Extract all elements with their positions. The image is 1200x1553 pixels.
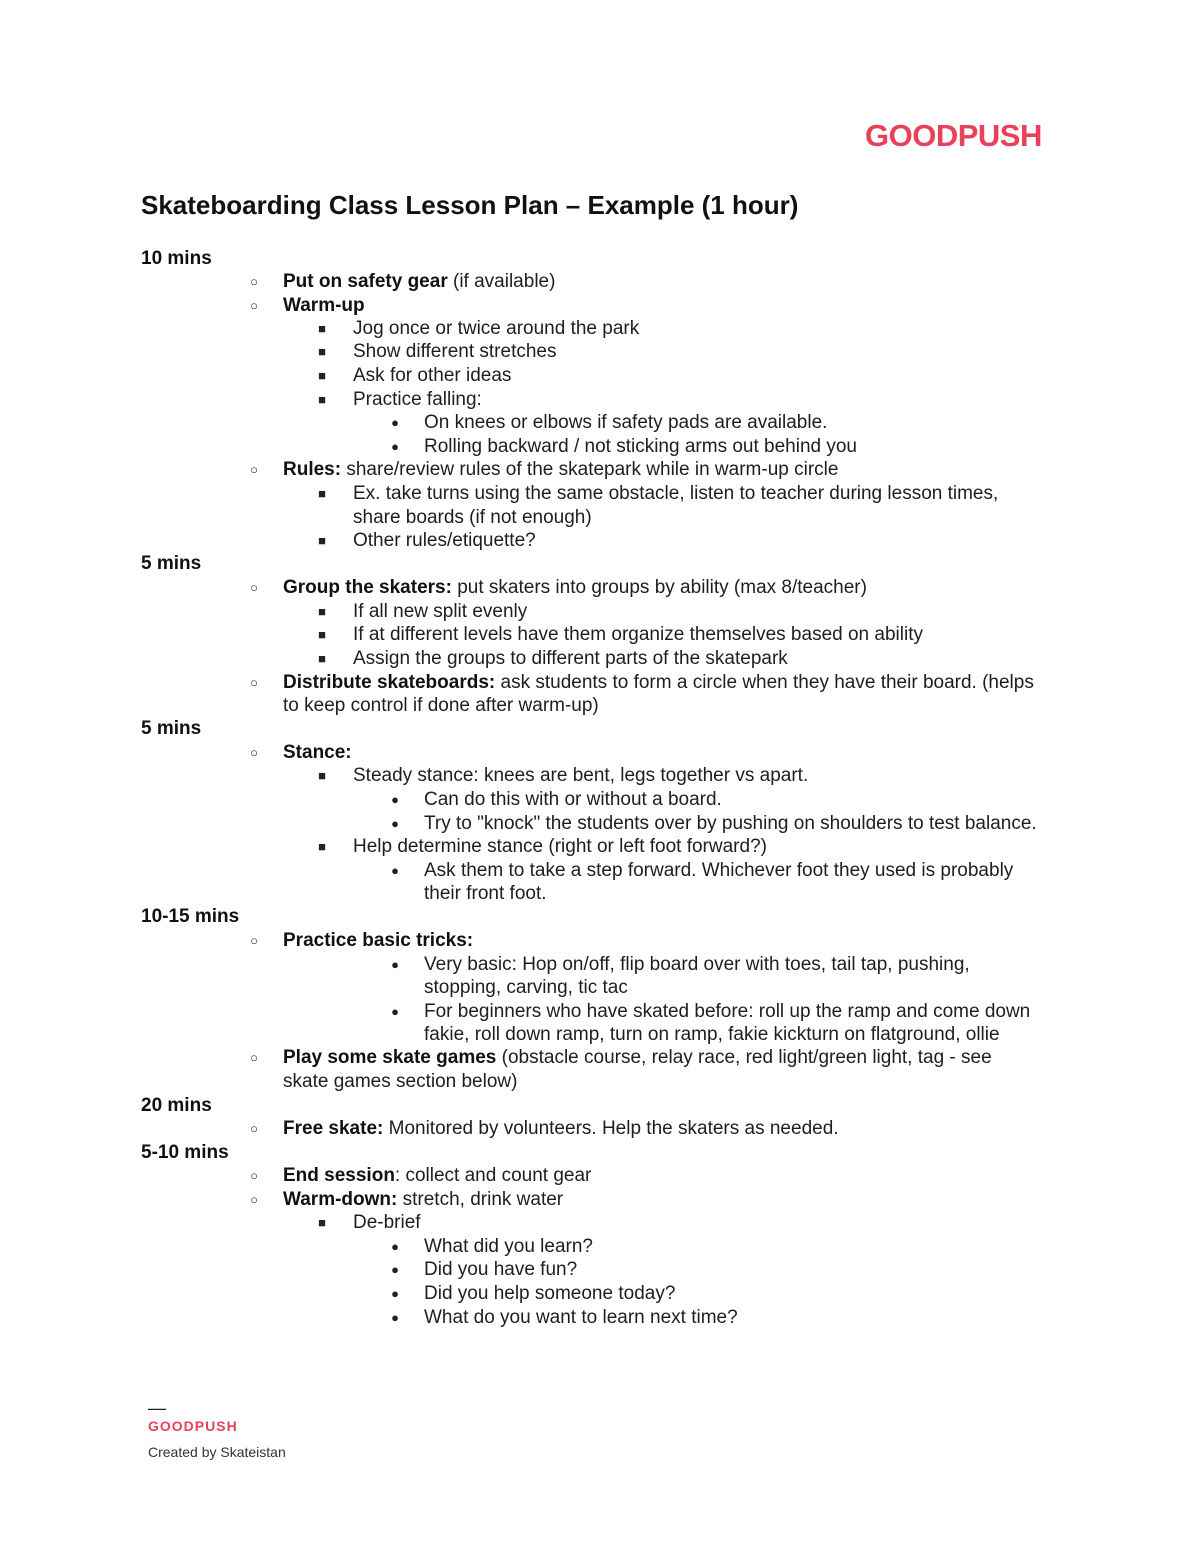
list-item: Can do this with or without a board. bbox=[424, 789, 722, 810]
footer-credit: Created by Skateistan bbox=[148, 1444, 286, 1460]
list-item: Try to "knock" the students over by pushing on shoulders to test balance. bbox=[424, 813, 1037, 834]
list-item: Stance: bbox=[283, 742, 352, 763]
list-item: Show different stretches bbox=[353, 341, 557, 362]
list-item: Rolling backward / not sticking arms out behind you bbox=[424, 436, 858, 457]
square-bullet-icon: ■ bbox=[318, 533, 326, 548]
time-label: 10-15 mins bbox=[141, 906, 240, 927]
circle-bullet-icon: ○ bbox=[250, 1121, 258, 1136]
list-item: Free skate: Monitored by volunteers. Help the skaters as needed. bbox=[283, 1118, 839, 1139]
dot-bullet-icon: ● bbox=[391, 1286, 399, 1301]
list-item: their front foot. bbox=[424, 883, 547, 904]
list-item: Steady stance: knees are bent, legs together vs apart. bbox=[353, 765, 809, 786]
list-item: Ask them to take a step forward. Whichever foot they used is probably bbox=[424, 860, 1014, 881]
square-bullet-icon: ■ bbox=[318, 486, 326, 501]
list-item: Jog once or twice around the park bbox=[353, 318, 640, 339]
list-item: Ask for other ideas bbox=[353, 365, 512, 386]
time-label: 5 mins bbox=[141, 718, 202, 739]
list-item: Help determine stance (right or left foot forward?) bbox=[353, 836, 767, 857]
list-item: Distribute skateboards: ask students to form a circle when they have their board. (helps bbox=[283, 672, 1034, 693]
list-item: What do you want to learn next time? bbox=[424, 1307, 738, 1328]
dot-bullet-icon: ● bbox=[391, 792, 399, 807]
square-bullet-icon: ■ bbox=[318, 839, 326, 854]
list-item: stopping, carving, tic tac bbox=[424, 977, 628, 998]
list-item: Other rules/etiquette? bbox=[353, 530, 536, 551]
circle-bullet-icon: ○ bbox=[250, 462, 258, 477]
list-item: Did you help someone today? bbox=[424, 1283, 676, 1304]
time-label: 5-10 mins bbox=[141, 1142, 229, 1163]
list-item: Play some skate games (obstacle course, relay race, red light/green light, tag - see bbox=[283, 1047, 992, 1068]
list-item: skate games section below) bbox=[283, 1071, 518, 1092]
dot-bullet-icon: ● bbox=[391, 1004, 399, 1019]
dot-bullet-icon: ● bbox=[391, 957, 399, 972]
circle-bullet-icon: ○ bbox=[250, 1192, 258, 1207]
square-bullet-icon: ■ bbox=[318, 651, 326, 666]
time-label: 20 mins bbox=[141, 1095, 212, 1116]
time-label: 5 mins bbox=[141, 553, 202, 574]
dot-bullet-icon: ● bbox=[391, 863, 399, 878]
list-item: Warm-up bbox=[283, 295, 365, 316]
list-item: End session: collect and count gear bbox=[283, 1165, 592, 1186]
list-item: For beginners who have skated before: roll up the ramp and come down bbox=[424, 1001, 1031, 1022]
dot-bullet-icon: ● bbox=[391, 415, 399, 430]
list-item: share boards (if not enough) bbox=[353, 507, 592, 528]
circle-bullet-icon: ○ bbox=[250, 933, 258, 948]
list-item: Ex. take turns using the same obstacle, listen to teacher during lesson times, bbox=[353, 483, 999, 504]
circle-bullet-icon: ○ bbox=[250, 675, 258, 690]
square-bullet-icon: ■ bbox=[318, 768, 326, 783]
list-item: Practice falling: bbox=[353, 389, 482, 410]
square-bullet-icon: ■ bbox=[318, 627, 326, 642]
list-item: Assign the groups to different parts of the skatepark bbox=[353, 648, 788, 669]
square-bullet-icon: ■ bbox=[318, 321, 326, 336]
footer-logo: GOODPUSH bbox=[148, 1418, 238, 1434]
list-item: Warm-down: stretch, drink water bbox=[283, 1189, 564, 1210]
dot-bullet-icon: ● bbox=[391, 1310, 399, 1325]
list-item: Very basic: Hop on/off, flip board over with toes, tail tap, pushing, bbox=[424, 954, 970, 975]
square-bullet-icon: ■ bbox=[318, 392, 326, 407]
dot-bullet-icon: ● bbox=[391, 439, 399, 454]
list-item: Group the skaters: put skaters into groups by ability (max 8/teacher) bbox=[283, 577, 867, 598]
footer-divider: — bbox=[148, 1398, 166, 1418]
list-item: De-brief bbox=[353, 1212, 421, 1233]
dot-bullet-icon: ● bbox=[391, 816, 399, 831]
list-item: fakie, roll down ramp, turn on ramp, fakie kickturn on flatground, ollie bbox=[424, 1024, 1000, 1045]
square-bullet-icon: ■ bbox=[318, 368, 326, 383]
circle-bullet-icon: ○ bbox=[250, 745, 258, 760]
list-item: If all new split evenly bbox=[353, 601, 528, 622]
square-bullet-icon: ■ bbox=[318, 604, 326, 619]
list-item: to keep control if done after warm-up) bbox=[283, 695, 599, 716]
list-item: Did you have fun? bbox=[424, 1259, 578, 1280]
goodpush-logo: GOODPUSH bbox=[865, 118, 1042, 153]
list-item: If at different levels have them organize themselves based on ability bbox=[353, 624, 923, 645]
list-item: On knees or elbows if safety pads are available. bbox=[424, 412, 828, 433]
circle-bullet-icon: ○ bbox=[250, 1050, 258, 1065]
page-title: Skateboarding Class Lesson Plan – Example (1 hour) bbox=[141, 190, 799, 220]
list-item: Rules: share/review rules of the skatepark while in warm-up circle bbox=[283, 459, 839, 480]
circle-bullet-icon: ○ bbox=[250, 274, 258, 289]
circle-bullet-icon: ○ bbox=[250, 1168, 258, 1183]
list-item: Practice basic tricks: bbox=[283, 930, 474, 951]
circle-bullet-icon: ○ bbox=[250, 580, 258, 595]
list-item: What did you learn? bbox=[424, 1236, 593, 1257]
dot-bullet-icon: ● bbox=[391, 1239, 399, 1254]
circle-bullet-icon: ○ bbox=[250, 298, 258, 313]
time-label: 10 mins bbox=[141, 248, 212, 269]
list-item: Put on safety gear (if available) bbox=[283, 271, 556, 292]
square-bullet-icon: ■ bbox=[318, 1215, 326, 1230]
dot-bullet-icon: ● bbox=[391, 1262, 399, 1277]
square-bullet-icon: ■ bbox=[318, 344, 326, 359]
